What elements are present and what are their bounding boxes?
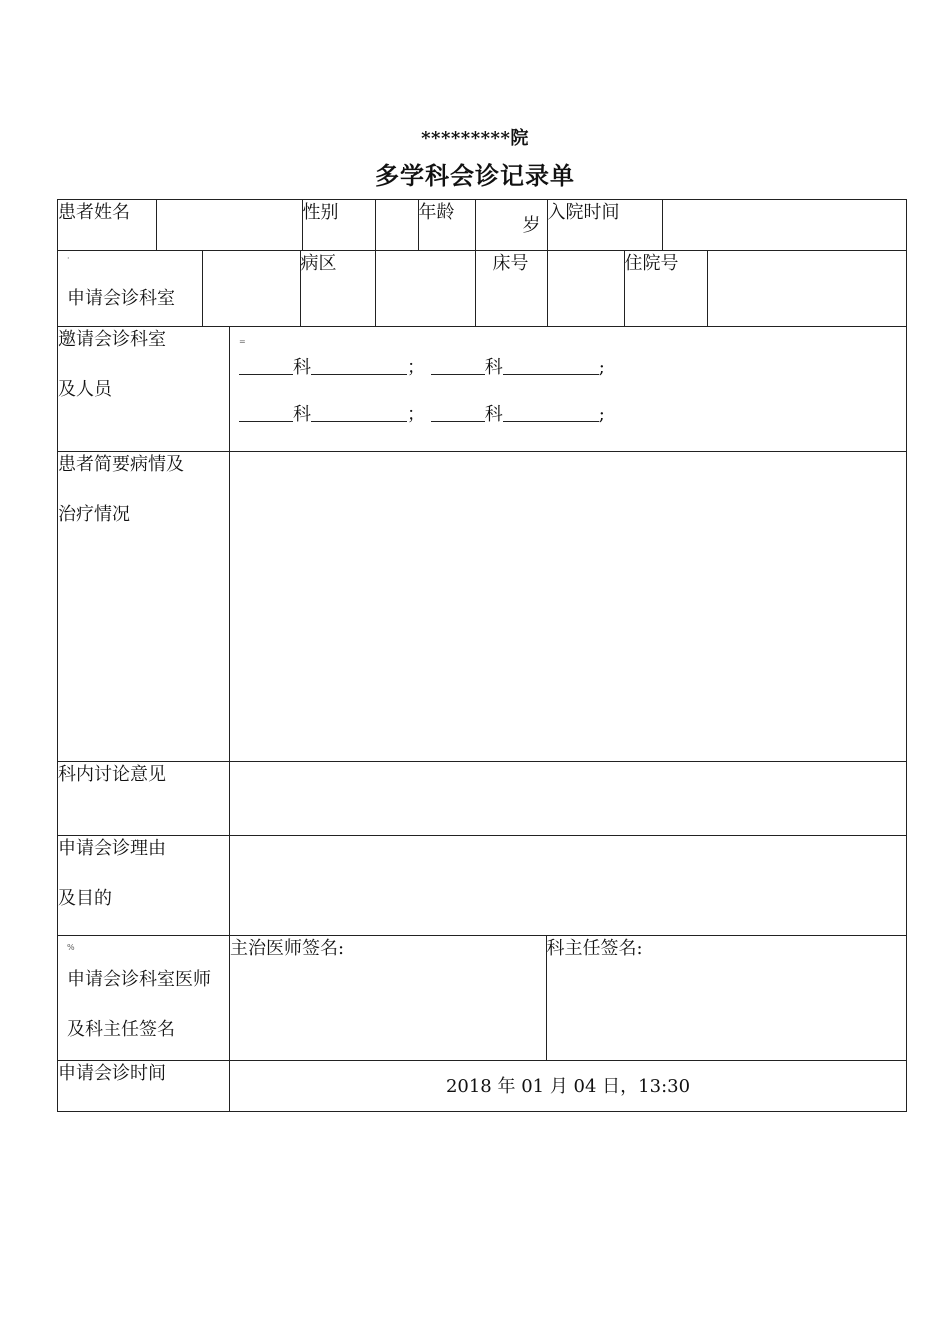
line-end: ; [598, 404, 605, 425]
age-label: 年龄 [418, 200, 475, 250]
person-blank[interactable] [503, 401, 599, 422]
consult-time-value[interactable]: 2018 年 01 月 04 日，13:30 [230, 1061, 907, 1112]
person-blank[interactable] [503, 354, 599, 375]
consultation-form-table [57, 199, 907, 1112]
dept-suffix: 科 [484, 404, 503, 425]
director-signature-field[interactable] [546, 936, 907, 1060]
row-patient-basic [58, 200, 907, 251]
dept-blank[interactable] [239, 354, 293, 375]
person-blank[interactable] [311, 354, 407, 375]
invited-mark: = [239, 337, 246, 346]
invited-label-line2: 及人员 [58, 379, 112, 400]
separator: ； [407, 404, 425, 425]
invited-label-line1: 邀请会诊科室 [58, 329, 166, 350]
age-unit: 岁 [522, 215, 541, 236]
director-signature-label: 科主任签名: [546, 938, 643, 959]
condition-field[interactable] [230, 452, 907, 762]
gender-label: 性别 [302, 200, 375, 250]
signature-mark: % [67, 943, 75, 952]
bed-label: 床号 [475, 251, 547, 326]
form-title: 多学科会诊记录单 [375, 161, 575, 190]
admission-time-label: 入院时间 [547, 200, 662, 250]
attending-signature-field[interactable] [230, 936, 546, 1060]
condition-label-cell [58, 452, 230, 762]
reason-field[interactable] [230, 836, 907, 936]
separator: ； [407, 357, 425, 378]
invited-line-1 [230, 346, 906, 390]
hospital-no-label: 住院号 [624, 251, 707, 326]
dept-suffix: 科 [484, 357, 503, 378]
admission-time-field[interactable] [662, 200, 907, 250]
hospital-no-field[interactable] [707, 251, 907, 326]
person-blank[interactable] [311, 401, 407, 422]
patient-name-field[interactable] [156, 200, 302, 250]
hospital-name: *********院 [421, 128, 529, 149]
invited-line-2 [230, 390, 906, 440]
reason-label-line2: 及目的 [58, 888, 112, 909]
gender-field[interactable] [375, 200, 418, 250]
age-field[interactable] [475, 200, 547, 250]
requesting-dept-cell [58, 251, 202, 326]
requesting-dept-field[interactable] [202, 251, 300, 326]
signature-label-line2: 及科主任签名 [67, 1019, 175, 1040]
row2-mark: · [67, 254, 70, 263]
reason-label-cell [58, 836, 230, 936]
patient-name-label: 患者姓名 [58, 202, 130, 223]
discussion-label: 科内讨论意见 [58, 762, 230, 836]
condition-label-line1: 患者简要病情及 [58, 454, 184, 475]
invited-field[interactable] [230, 327, 907, 452]
requesting-dept-label: 申请会诊科室 [67, 288, 175, 309]
consult-time-label: 申请会诊时间 [58, 1061, 230, 1112]
dept-blank[interactable] [431, 354, 485, 375]
dept-suffix: 科 [293, 357, 311, 378]
dept-blank[interactable] [239, 401, 293, 422]
dept-suffix: 科 [293, 404, 311, 425]
attending-signature-label: 主治医师签名: [230, 938, 345, 959]
ward-label: 病区 [300, 251, 375, 326]
bed-field[interactable] [547, 251, 624, 326]
row-department-info [58, 251, 907, 327]
signature-label-line1: 申请会诊科室医师 [67, 969, 211, 990]
signature-fields [230, 936, 907, 1061]
discussion-field[interactable] [230, 762, 907, 836]
dept-blank[interactable] [431, 401, 485, 422]
reason-label-line1: 申请会诊理由 [58, 838, 166, 859]
condition-label-line2: 治疗情况 [58, 504, 130, 525]
ward-field[interactable] [375, 251, 475, 326]
signature-label-cell [58, 936, 230, 1061]
invited-label-cell [58, 327, 230, 452]
line-end: ; [598, 357, 605, 378]
